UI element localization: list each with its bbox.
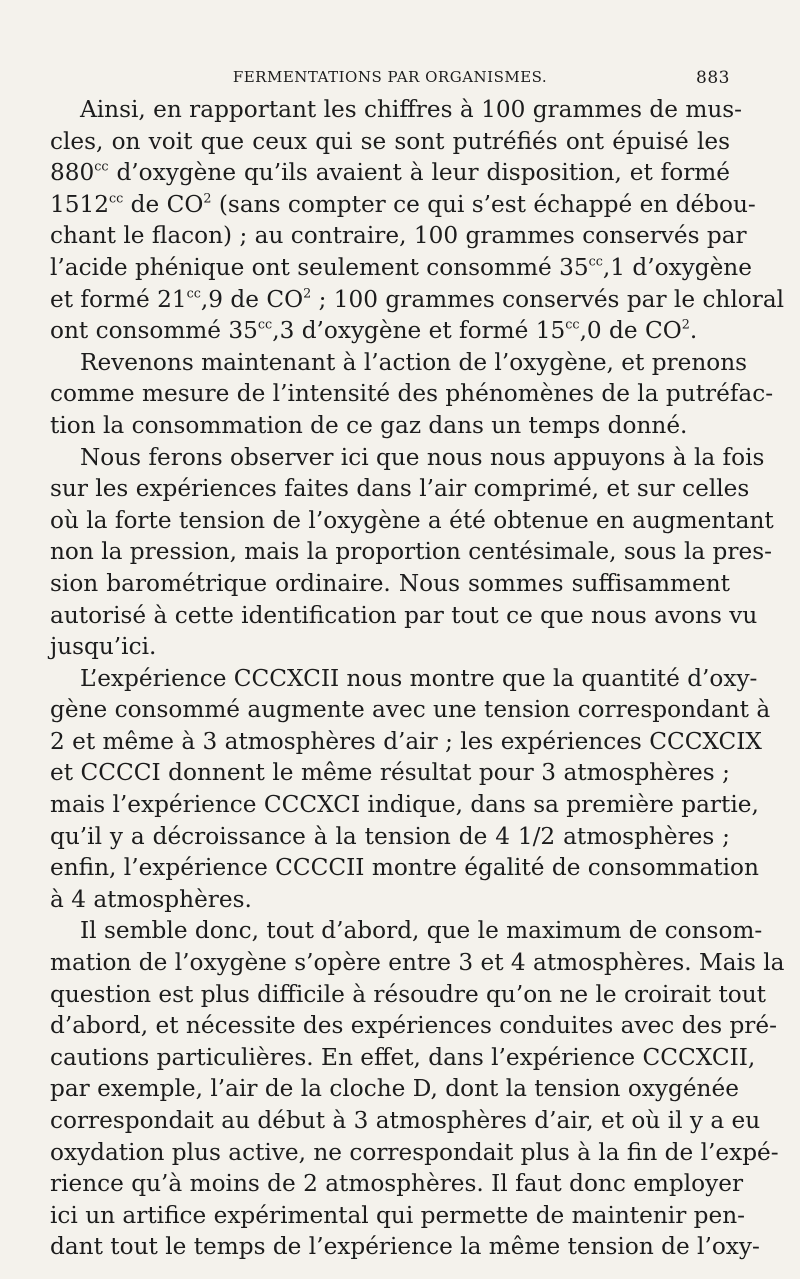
running-title: FERMENTATIONS PAR ORGANISMES. — [232, 68, 548, 86]
text-line: chant le flacon) ; au contraire, 100 grammes conservés par — [50, 222, 747, 250]
text-line: ici un artifice expérimental qui permette de maintenir pen- — [50, 1201, 745, 1229]
text-line: mais l’expérience CCCXCI indique, dans sa première partie, — [50, 791, 759, 819]
text-line: Revenons maintenant à l’action de l’oxygène, et prenons — [80, 348, 748, 376]
text-line: dant tout le temps de l’expérience la même tension de l’oxy- — [50, 1233, 760, 1261]
paragraph — [50, 442, 774, 663]
running-head — [50, 66, 730, 94]
text-line: et formé $21^{cc},9$ de $CO^2$ ; 100 grammes conservés par le chloral — [50, 285, 785, 313]
text-line: $1512^{cc}$ de $CO^2$ (sans compter ce qui s’est échappé en débou- — [50, 190, 756, 218]
text-line: et CCCCI donnent le même résultat pour 3 atmosphères ; — [50, 759, 730, 787]
text-line: qu’il y a décroissance à la tension de 4 1/2 atmosphères ; — [50, 822, 730, 850]
page-number: 883 — [696, 68, 730, 88]
text-line: enfin, l’expérience CCCCII montre égalité de consommation — [50, 854, 759, 882]
text-line: mation de l’oxygène s’opère entre 3 et 4 atmosphères. Mais la — [50, 949, 785, 977]
text-line: autorisé à cette identification par tout ce que nous avons vu — [50, 601, 758, 629]
book-page — [50, 66, 785, 1263]
text-line: où la forte tension de l’oxygène a été obtenue en augmentant — [50, 506, 774, 534]
text-line: correspondait au début à 3 atmosphères d’air, et où il y a eu — [50, 1107, 761, 1134]
text-line: tion la consommation de ce gaz dans un temps donné. — [50, 411, 688, 439]
paragraph — [50, 663, 771, 916]
text-line: oxydation plus active, ne correspondait plus à la fin de l’expé- — [50, 1138, 779, 1166]
text-line: $880^{cc}$ d’oxygène qu’ils avaient à leur disposition, et formé — [50, 159, 730, 187]
text-line: d’abord, et nécessite des expériences conduites avec des pré- — [50, 1012, 777, 1040]
paragraph — [50, 915, 785, 1263]
text-line: à 4 atmosphères. — [50, 885, 252, 913]
text-line: cles, on voit que ceux qui se sont putréfiés ont épuisé les — [50, 127, 730, 155]
text-line: comme mesure de l’intensité des phénomènes de la putréfac- — [50, 380, 774, 408]
paragraph — [50, 347, 774, 442]
text-line: par exemple, l’air de la cloche D, dont la tension oxygénée — [50, 1075, 739, 1103]
text-line: sion barométrique ordinaire. Nous sommes suffisamment — [50, 569, 730, 597]
paragraph — [50, 94, 785, 347]
body-text — [50, 94, 785, 1263]
text-line: sur les expériences faites dans l’air comprimé, et sur celles — [50, 475, 750, 503]
text-line: L’expérience CCCXCII nous montre que la quantité d’oxy- — [80, 664, 758, 692]
text-line: l’acide phénique ont seulement consommé $35^{cc},1$ d’oxygène — [50, 253, 752, 281]
text-line: gène consommé augmente avec une tension correspondant à — [50, 696, 771, 724]
text-line: question est plus difficile à résoudre qu’on ne le croirait tout — [50, 980, 766, 1008]
text-line: jusqu’ici. — [50, 633, 157, 661]
text-line: rience qu’à moins de 2 atmosphères. Il faut donc employer — [50, 1170, 744, 1198]
text-line: non la pression, mais la proportion centésimale, sous la pres- — [50, 538, 772, 566]
text-line: Ainsi, en rapportant les chiffres à 100 grammes de mus- — [80, 96, 743, 123]
text-line: Il semble donc, tout d’abord, que le maximum de consom- — [80, 917, 763, 945]
text-line: 2 et même à 3 atmosphères d’air ; les expériences CCCXCIX — [50, 727, 762, 755]
text-line: cautions particulières. En effet, dans l’expérience CCCXCII, — [50, 1043, 756, 1071]
text-line: ont consommé $35^{cc},3$ d’oxygène et formé $15^{cc},0$ de $CO^2$. — [50, 317, 698, 345]
text-line: Nous ferons observer ici que nous nous appuyons à la fois — [80, 443, 765, 471]
